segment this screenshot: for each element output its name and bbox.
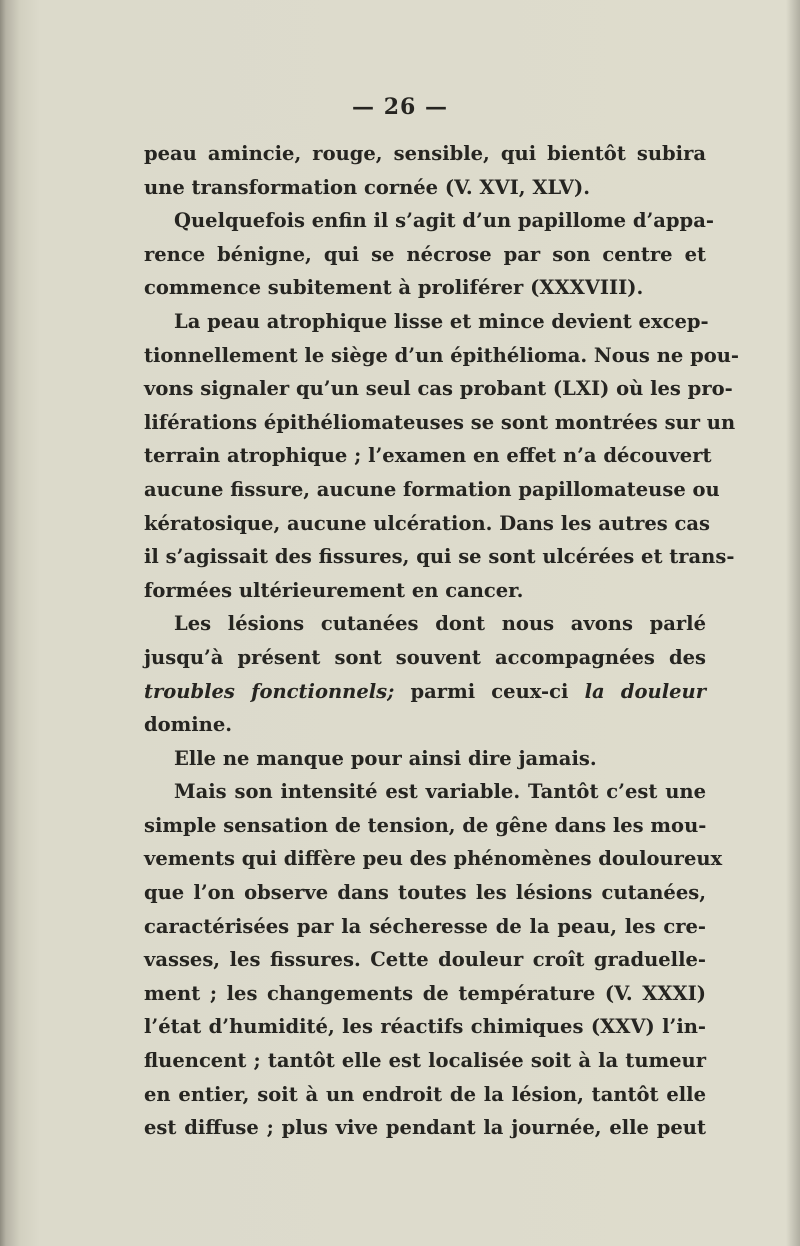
text-line: commence subitement à proliférer (XXXVIII). <box>144 276 644 300</box>
text-line: simple sensation de tension, de gêne dans les mou- <box>144 813 707 837</box>
text-line: Mais son intensité est variable. Tantôt c’est une <box>174 780 706 804</box>
text-line: jusqu’à présent sont souvent accompagnées des <box>144 645 706 669</box>
text-segment: parmi ceux-ci <box>394 679 585 703</box>
text-line: liférations épithéliomateuses se sont montrées sur un <box>144 410 736 434</box>
page-edge-shadow <box>786 0 800 1246</box>
text-line: une transformation cornée (V. XVI, XLV). <box>144 175 591 199</box>
text-line: vons signaler qu’un seul cas probant (LXI) où les pro- <box>144 377 733 401</box>
page-number: — 26 — <box>352 94 448 120</box>
text-line: il s’agissait des fissures, qui se sont ulcérées et trans- <box>144 545 735 569</box>
text-line: La peau atrophique lisse et mince devient excep- <box>174 309 709 333</box>
text-line: rence bénigne, qui se nécrose par son centre et <box>144 242 706 266</box>
text-line: kératosique, aucune ulcération. Dans les autres cas <box>144 511 711 535</box>
italic-phrase: troubles fonctionnels; <box>144 679 395 703</box>
text-line: tionnellement le siège d’un épithélioma. Nous ne pou- <box>144 343 739 367</box>
text-line: l’état d’humidité, les réactifs chimiques (XXV) l’in- <box>144 1015 706 1039</box>
text-line: que l’on observe dans toutes les lésions cutanées, <box>144 881 706 905</box>
text-line: Elle ne manque pour ainsi dire jamais. <box>174 746 597 770</box>
text-line: vements qui diffère peu des phénomènes douloureux <box>144 847 723 871</box>
text-line <box>144 675 706 709</box>
text-line: terrain atrophique ; l’examen en effet n’a découvert <box>144 444 712 468</box>
text-line: caractérisées par la sécheresse de la peau, les cre- <box>144 914 706 938</box>
italic-phrase: la douleur <box>584 679 706 703</box>
text-line: ment ; les changements de température (V. XXXI) <box>144 981 706 1005</box>
text-line: aucune fissure, aucune formation papillomateuse ou <box>144 477 720 501</box>
text-line: domine. <box>144 713 233 737</box>
text-line: peau amincie, rouge, sensible, qui bientôt subira <box>144 142 706 165</box>
text-line: en entier, soit à un endroit de la lésion, tantôt elle <box>144 1082 706 1106</box>
body-text <box>144 137 739 1145</box>
text-line: fluencent ; tantôt elle est localisée soit à la tumeur <box>144 1049 706 1073</box>
text-line: Les lésions cutanées dont nous avons parlé <box>174 612 706 636</box>
text-line: formées ultérieurement en cancer. <box>144 578 524 602</box>
text-line: vasses, les fissures. Cette douleur croît graduelle- <box>144 948 706 972</box>
text-line: est diffuse ; plus vive pendant la journée, elle peut <box>144 1116 706 1140</box>
text-line: Quelquefois enfin il s’agit d’un papillome d’appa- <box>174 209 714 233</box>
